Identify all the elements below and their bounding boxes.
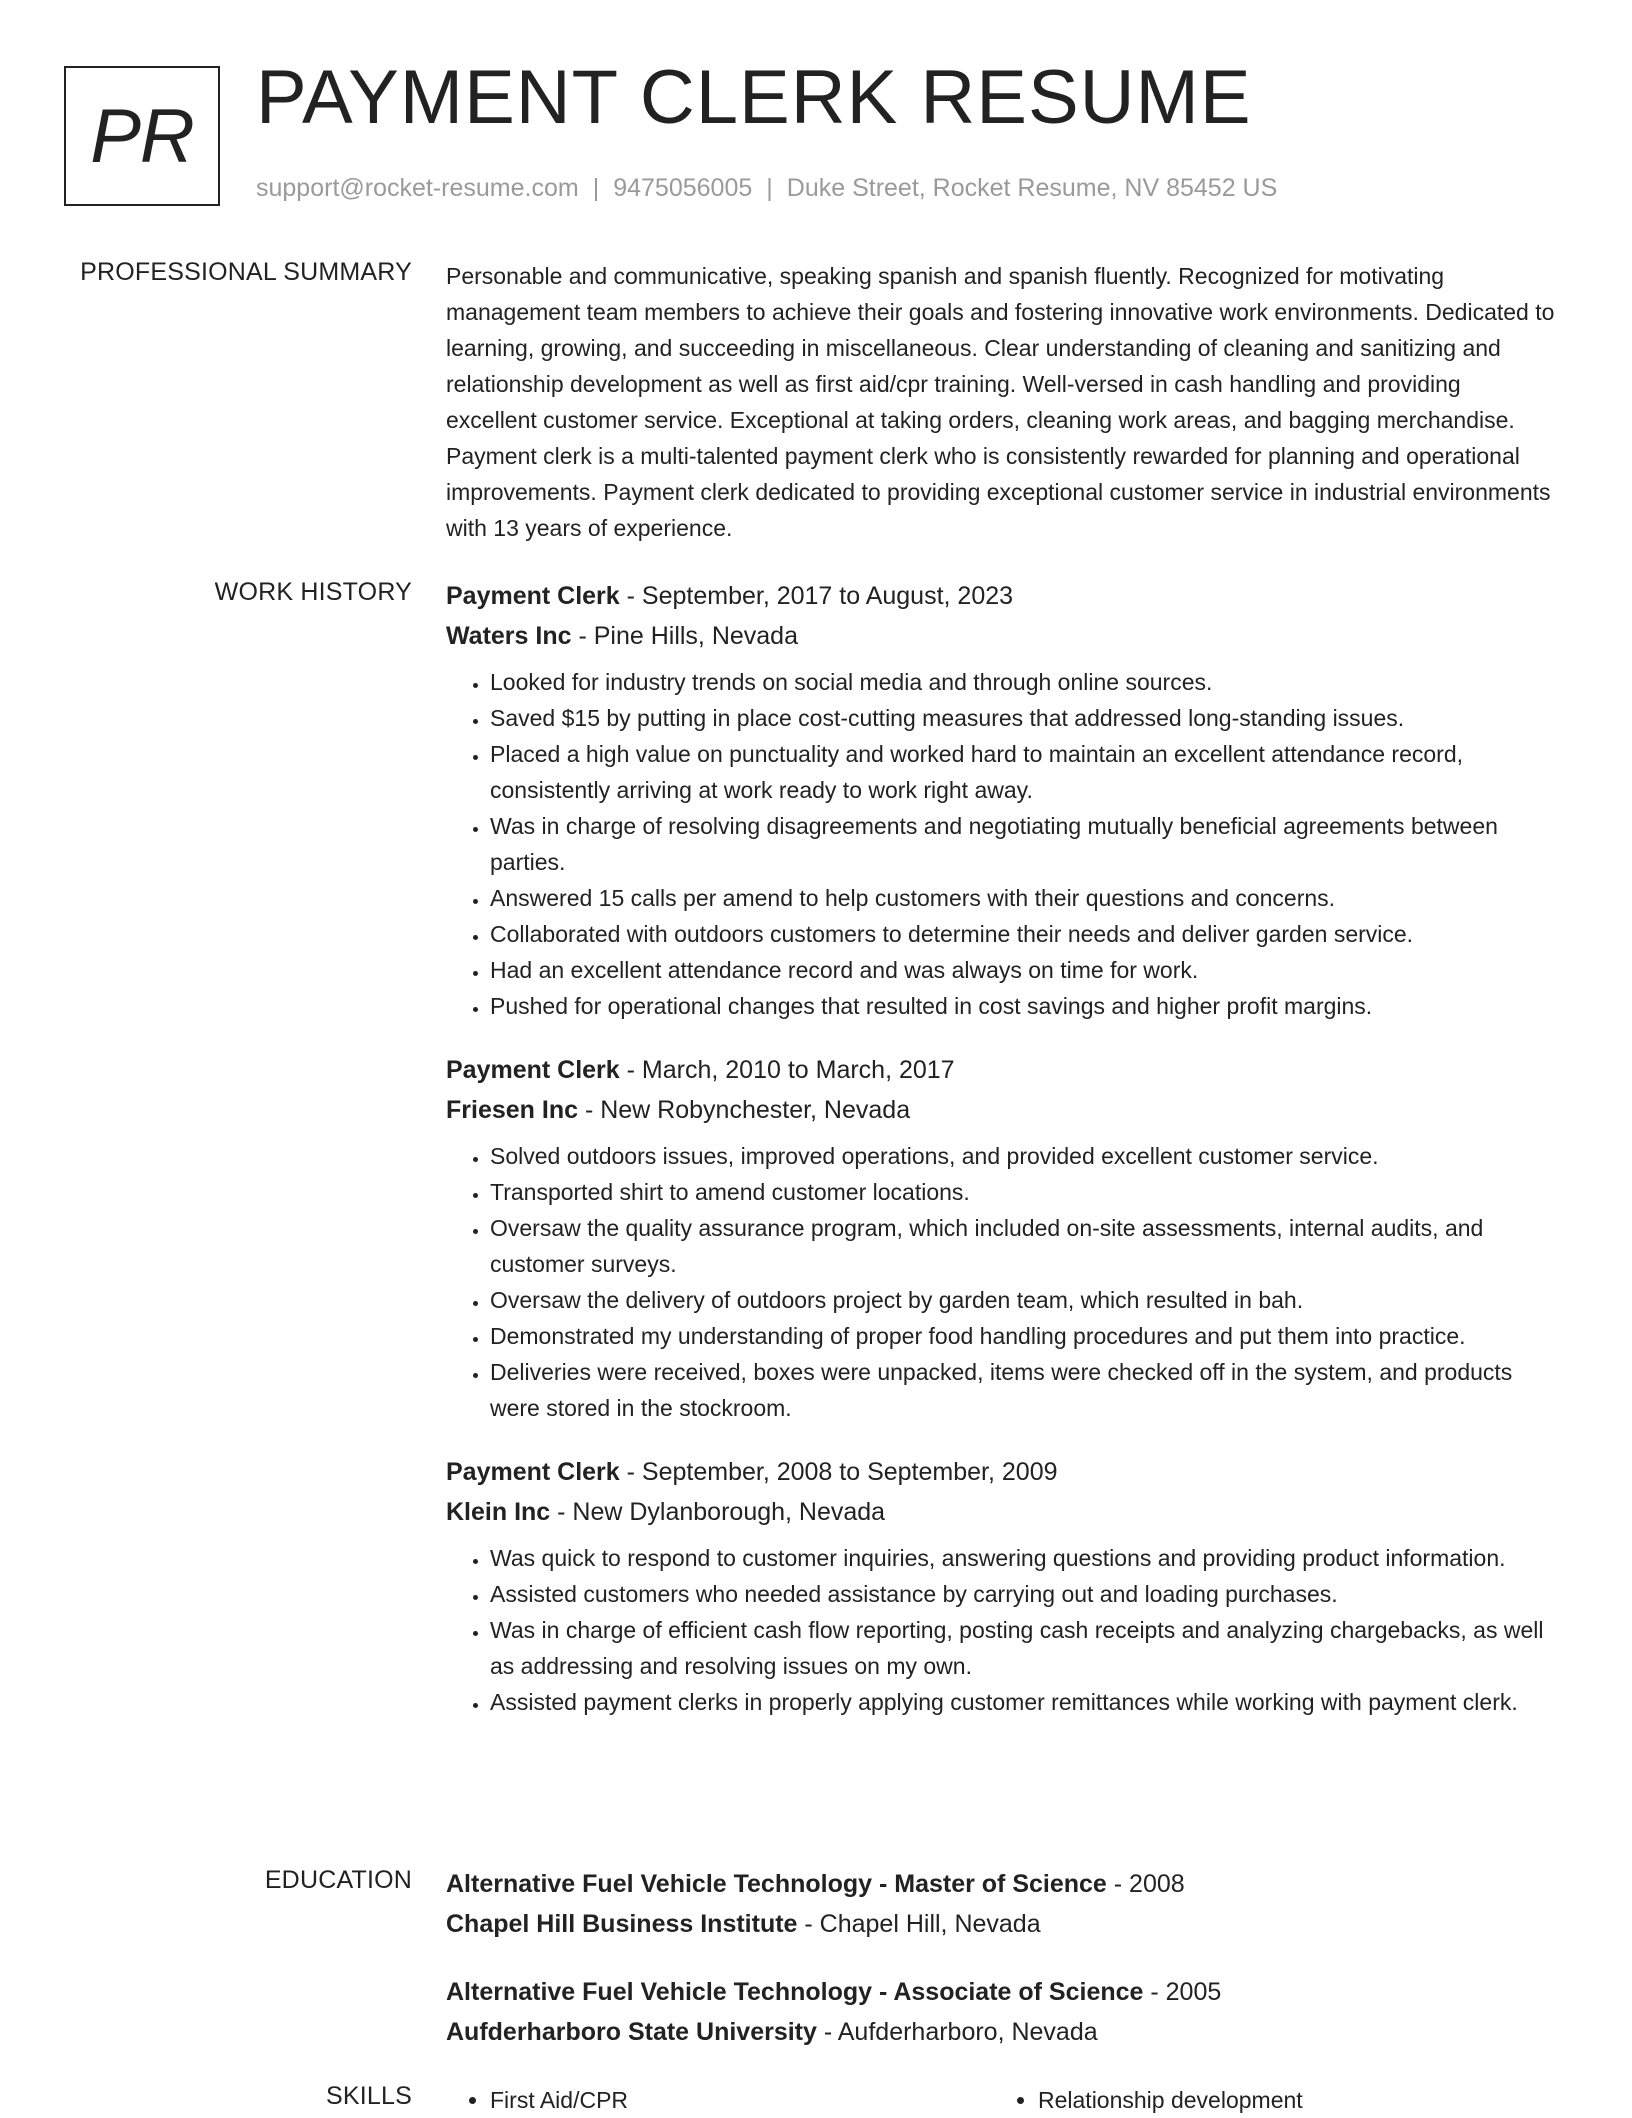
job-bullet: • Deliveries were received, boxes were unpacked, items were checked off in the system, and products were stored in the stockroom.: [490, 1354, 1556, 1426]
job-dates: - September, 2008 to September, 2009: [619, 1458, 1058, 1486]
contact-email[interactable]: support@rocket-resume.com: [256, 174, 579, 202]
job-entry: [446, 1452, 1556, 1720]
job-bullet: • Placed a high value on punctuality and worked hard to maintain an excellent attendance record, consistently arriving at work ready to work right away.: [490, 736, 1556, 808]
skills-body: [446, 2082, 1556, 2118]
education-entry: [446, 1864, 1556, 1944]
job-bullet: • Was quick to respond to customer inquiries, answering questions and providing product information.: [490, 1540, 1556, 1576]
education-degree-line: [446, 1864, 1556, 1904]
job-company-line: [446, 1090, 1556, 1130]
skills-grid: [446, 2082, 1556, 2118]
skill-item: • First Aid/CPR: [490, 2082, 994, 2118]
job-dates: - March, 2010 to March, 2017: [619, 1056, 955, 1084]
education-degree: Alternative Fuel Vehicle Technology - Master of Science: [446, 1870, 1107, 1898]
summary-body: [446, 258, 1556, 546]
job-bullet: • Looked for industry trends on social media and through online sources.: [490, 664, 1556, 700]
job-bullets: [446, 1138, 1556, 1426]
job-bullet: • Assisted customers who needed assistance by carrying out and loading purchases.: [490, 1576, 1556, 1612]
education-location: - Chapel Hill, Nevada: [797, 1910, 1041, 1938]
skills-list-left: [446, 2082, 994, 2118]
education-body: [446, 1864, 1556, 2080]
job-bullets: [446, 1540, 1556, 1720]
job-bullet: • Transported shirt to amend customer locations.: [490, 1174, 1556, 1210]
education-degree-line: [446, 1972, 1556, 2012]
job-company: Waters Inc: [446, 622, 572, 650]
education-school-line: [446, 2012, 1556, 2052]
job-bullet: • Oversaw the delivery of outdoors project by garden team, which resulted in bah.: [490, 1282, 1556, 1318]
job-title: Payment Clerk: [446, 1056, 620, 1084]
job-title-line: [446, 576, 1556, 616]
job-location: - New Robynchester, Nevada: [578, 1096, 911, 1124]
job-bullet: • Pushed for operational changes that resulted in cost savings and higher profit margins.: [490, 988, 1556, 1024]
education-degree: Alternative Fuel Vehicle Technology - Associate of Science: [446, 1978, 1144, 2006]
job-bullet: • Was in charge of efficient cash flow reporting, posting cash receipts and analyzing chargebacks, as well as addressing and resolving issues on my own.: [490, 1612, 1556, 1684]
job-location: - Pine Hills, Nevada: [571, 622, 798, 650]
job-bullet: • Answered 15 calls per amend to help customers with their questions and concerns.: [490, 880, 1556, 916]
job-bullet: • Saved $15 by putting in place cost-cutting measures that addressed long-standing issues.: [490, 700, 1556, 736]
job-bullet: • Assisted payment clerks in properly applying customer remittances while working with payment clerk.: [490, 1684, 1556, 1720]
job-title-line: [446, 1050, 1556, 1090]
job-entry: [446, 576, 1556, 1024]
contact-separator: |: [592, 174, 600, 202]
skills-list-right: [994, 2082, 1542, 2118]
job-bullet: • Collaborated with outdoors customers to determine their needs and deliver garden service.: [490, 916, 1556, 952]
work-history-body: [446, 576, 1556, 1746]
job-company: Klein Inc: [446, 1498, 551, 1526]
job-dates: - September, 2017 to August, 2023: [619, 582, 1014, 610]
contact-separator: |: [766, 174, 773, 202]
education-year: - 2005: [1143, 1978, 1222, 2006]
job-bullet: • Oversaw the quality assurance program, which included on-site assessments, internal audits, and customer surveys.: [490, 1210, 1556, 1282]
job-title: Payment Clerk: [446, 1458, 620, 1486]
contact-address: Duke Street, Rocket Resume, NV 85452 US: [786, 174, 1278, 202]
resume-title: PAYMENT CLERK RESUME: [256, 55, 1252, 140]
section-label-education: EDUCATION: [264, 1866, 412, 1894]
section-label-summary: PROFESSIONAL SUMMARY: [80, 258, 412, 286]
job-company-line: [446, 1492, 1556, 1532]
job-company: Friesen Inc: [446, 1096, 578, 1124]
section-label-skills: SKILLS: [326, 2082, 412, 2110]
job-bullet: • Was in charge of resolving disagreements and negotiating mutually beneficial agreements between parties.: [490, 808, 1556, 880]
monogram-logo: PR: [64, 66, 220, 206]
summary-text: Personable and communicative, speaking spanish and spanish fluently. Recognized for motivating management team members to achieve their goals and fostering innovative work environments. Dedicated to learning, growing, and succeeding in miscellaneous. Clear understanding of cleaning and sanitizing and relationship development as well as first aid/cpr training. Well-versed in cash handling and providing excellent customer service. Exceptional at taking orders, cleaning work areas, and bagging merchandise. Payment clerk is a multi-talented payment clerk who is consistently rewarded for planning and operational improvements. Payment clerk dedicated to providing exceptional customer service in industrial environments with 13 years of experience.: [446, 263, 1555, 541]
section-label-work-history: WORK HISTORY: [214, 578, 412, 606]
job-title-line: [446, 1452, 1556, 1492]
education-location: - Aufderharboro, Nevada: [816, 2018, 1098, 2046]
skill-item: • Relationship development: [1038, 2082, 1542, 2118]
education-school: Chapel Hill Business Institute: [446, 1910, 798, 1938]
job-entry: [446, 1050, 1556, 1426]
job-bullet: • Demonstrated my understanding of proper food handling procedures and put them into practice.: [490, 1318, 1556, 1354]
contact-phone[interactable]: 9475056005: [613, 174, 753, 202]
job-bullet: • Had an excellent attendance record and was always on time for work.: [490, 952, 1556, 988]
job-bullet: • Solved outdoors issues, improved operations, and provided excellent customer service.: [490, 1138, 1556, 1174]
job-title: Payment Clerk: [446, 582, 620, 610]
job-company-line: [446, 616, 1556, 656]
job-location: - New Dylanborough, Nevada: [550, 1498, 886, 1526]
education-entry: [446, 1972, 1556, 2052]
education-year: - 2008: [1106, 1870, 1185, 1898]
contact-line: [256, 174, 1277, 203]
education-school: Aufderharboro State University: [446, 2018, 817, 2046]
education-school-line: [446, 1904, 1556, 1944]
job-bullets: [446, 664, 1556, 1024]
